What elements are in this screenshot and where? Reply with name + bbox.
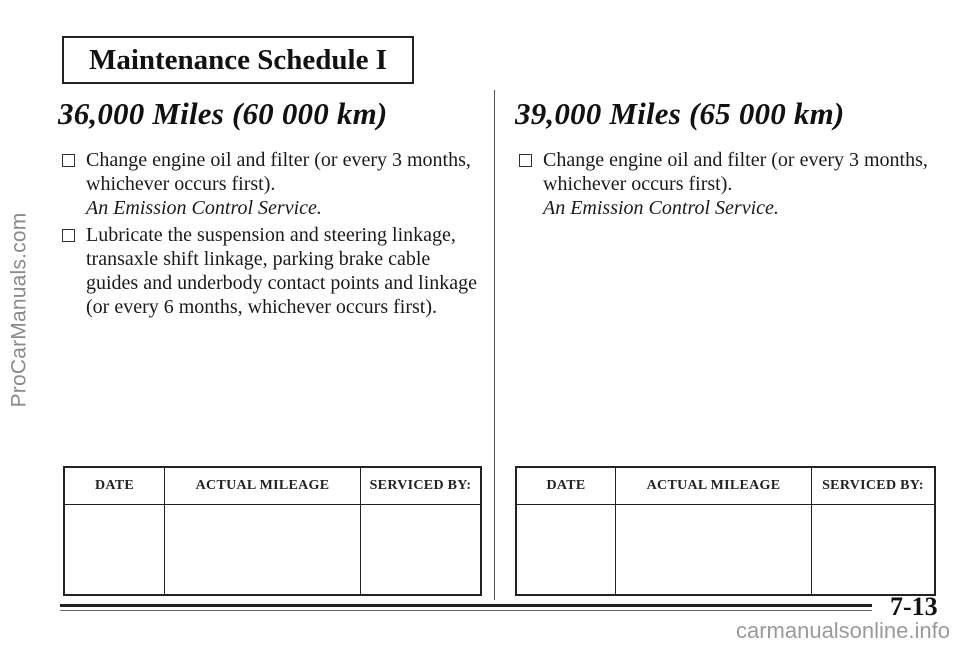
serviced-by-cell[interactable]: [812, 505, 934, 594]
footer-rule: [60, 604, 872, 607]
checkbox-icon[interactable]: [62, 229, 75, 242]
page-title: Maintenance Schedule I: [88, 43, 388, 76]
serviced-by-header: SERVICED BY:: [812, 468, 934, 505]
checklist-item: [58, 223, 478, 319]
section-title-box: [62, 36, 414, 84]
emission-note: An Emission Control Service.: [543, 197, 779, 219]
side-watermark-text: ProCarManuals.com: [7, 212, 30, 408]
actual-mileage-header: ACTUAL MILEAGE: [616, 468, 812, 505]
bottom-watermark-text: carmanualsonline.info: [735, 618, 950, 643]
checkbox-icon[interactable]: [62, 154, 75, 167]
checklist-item: [58, 148, 478, 220]
bottom-watermark: [520, 616, 950, 646]
left-column: [58, 96, 478, 322]
actual-mileage-cell[interactable]: [616, 505, 812, 594]
date-header: DATE: [65, 468, 165, 505]
checklist-item: [515, 148, 935, 220]
serviced-by-cell[interactable]: [361, 505, 480, 594]
left-mileage-heading: 36,000 Miles (60 000 km): [58, 96, 388, 131]
actual-mileage-cell[interactable]: [165, 505, 361, 594]
footer-rule-thin: [60, 610, 872, 611]
column-divider: [494, 90, 495, 600]
right-service-record-table: [515, 466, 936, 596]
right-column: [515, 96, 935, 223]
actual-mileage-header: ACTUAL MILEAGE: [165, 468, 361, 505]
serviced-by-header: SERVICED BY:: [361, 468, 480, 505]
emission-note: An Emission Control Service.: [86, 197, 322, 219]
page-number: 7-13: [890, 592, 938, 621]
checklist-item-text: Lubricate the suspension and steering linkage, transaxle shift linkage, parking brake cable guides and underbody contact points and linkage (or every 6 months, whichever occurs first).: [86, 224, 478, 318]
checklist-item-text: Change engine oil and filter (or every 3 months, whichever occurs first).: [86, 149, 471, 195]
date-cell[interactable]: [65, 505, 165, 594]
left-service-record-table: [63, 466, 482, 596]
date-cell[interactable]: [517, 505, 616, 594]
right-mileage-heading: 39,000 Miles (65 000 km): [515, 96, 845, 131]
right-checklist: [515, 148, 935, 220]
checkbox-icon[interactable]: [519, 154, 532, 167]
left-checklist: [58, 148, 478, 319]
date-header: DATE: [517, 468, 616, 505]
checklist-item-text: Change engine oil and filter (or every 3 months, whichever occurs first).: [543, 149, 928, 195]
side-watermark: [4, 90, 34, 530]
